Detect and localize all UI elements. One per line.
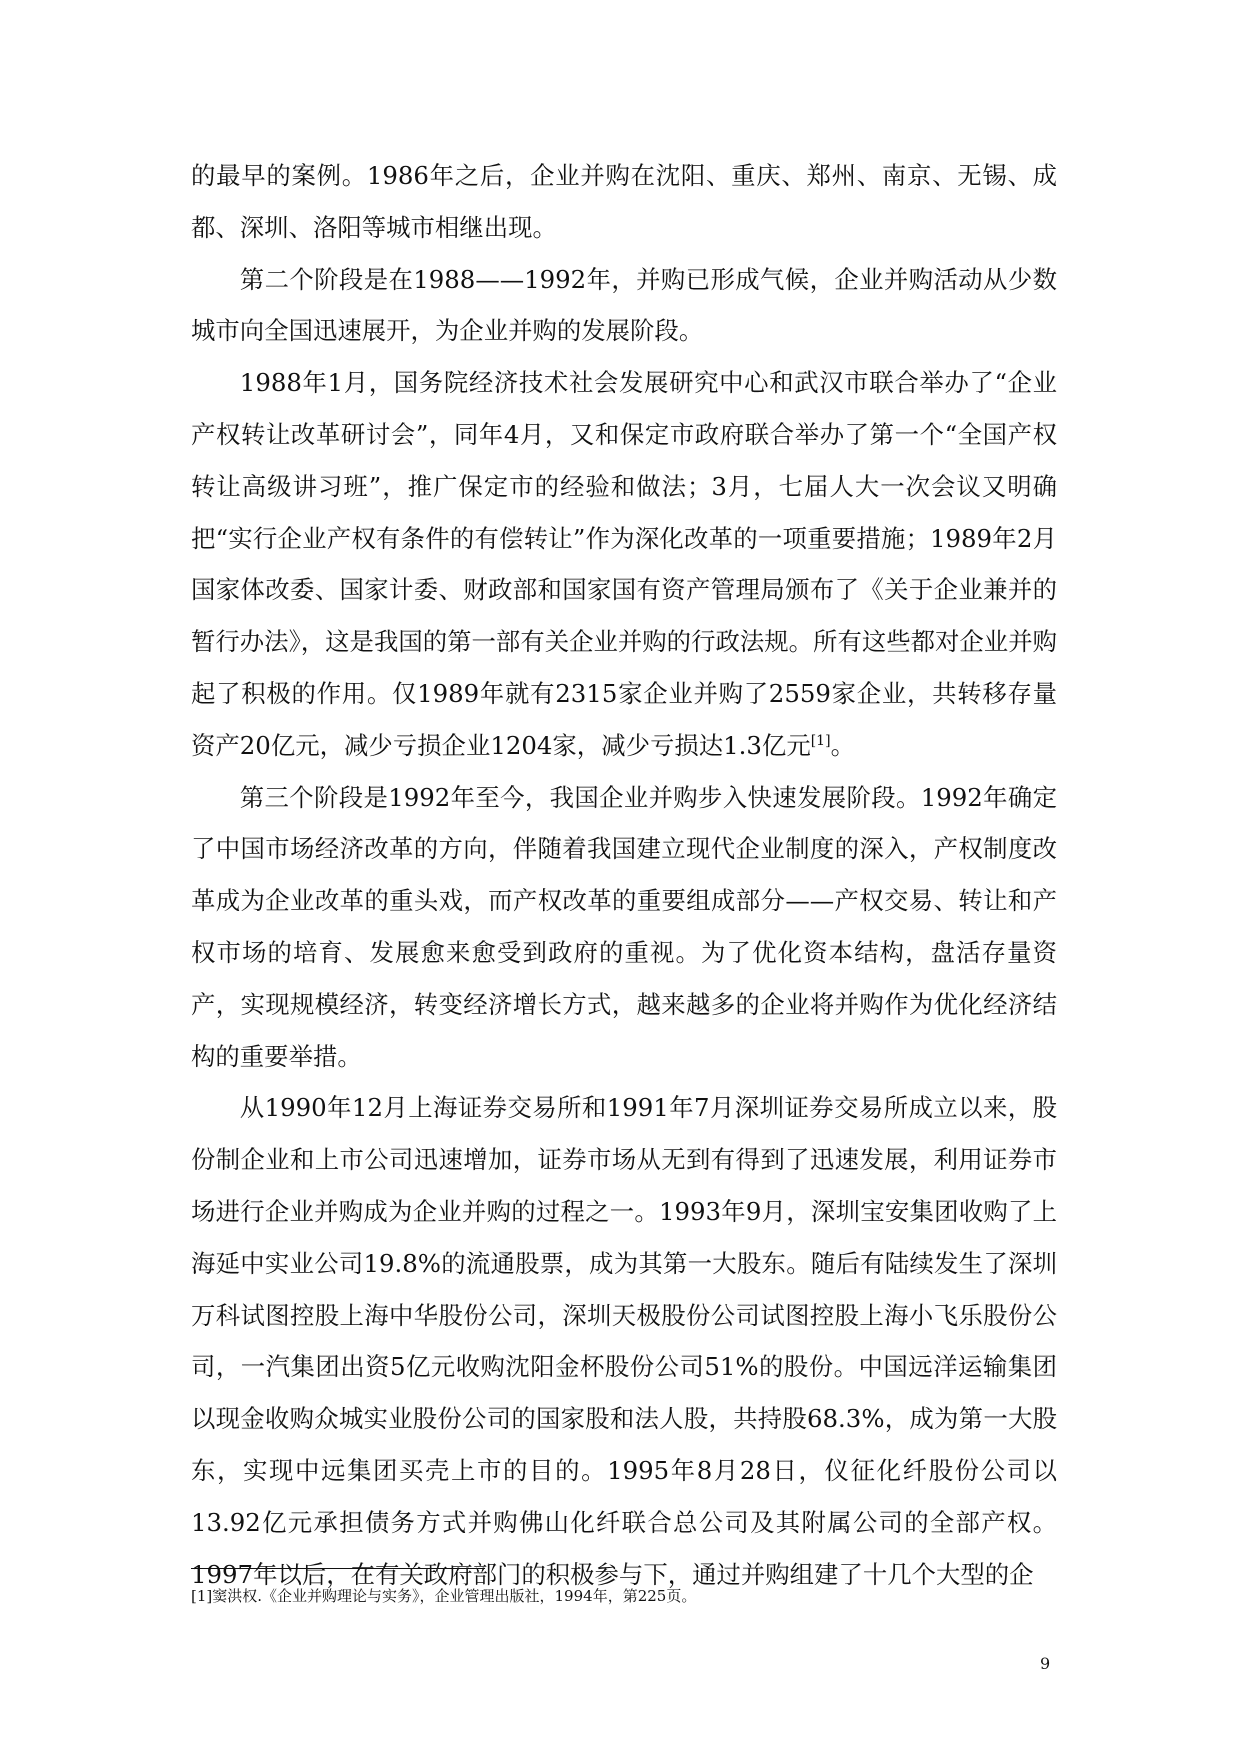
paragraph-3 [191, 357, 1057, 771]
paragraph-3-end: 。 [830, 730, 855, 760]
paragraph-4: 第三个阶段是1992年至今，我国企业并购步入快速发展阶段。1992年确定了中国市场经济改革的方向，伴随着我国建立现代企业制度的深入，产权制度改革成为企业改革的重头戏，而产权改革的重要组成部分——产权交易、转让和产权市场的培育、发展愈来愈受到政府的重视。为了优化资本结构，盘活存量资产，实现规模经济，转变经济增长方式，越来越多的企业将并购作为优化经济结构的重要举措。 [191, 782, 1057, 1071]
paragraph-2: 第二个阶段是在1988——1992年，并购已形成气候，企业并购活动从少数城市向全国迅速展开，为企业并购的发展阶段。 [191, 264, 1057, 346]
paragraph-3-text: 1988年1月，国务院经济技术社会发展研究中心和武汉市联合举办了“企业产权转让改革研讨会”，同年4月，又和保定市政府联合举办了第一个“全国产权转让高级讲习班”，推广保定市的经验和做法；3月，七届人大一次会议又明确把“实行企业产权有条件的有偿转让”作为深化改革的一项重要措施；1989年2月国家体改委、国家计委、财政部和国家国有资产管理局颁布了《关于企业兼并的暂行办法》，这是我国的第一部有关企业并购的行政法规。所有这些都对企业并购起了积极的作用。仅1989年就有2315家企业并购了2559家企业，共转移存量资产20亿元，减少亏损企业1204家，减少亏损达1.3亿元 [191, 368, 1057, 760]
paragraph-1: 的最早的案例。1986年之后，企业并购在沈阳、重庆、郑州、南京、无锡、成都、深圳、洛阳等城市相继出现。 [191, 161, 1057, 242]
footnote-reference[interactable]: [1] [810, 732, 831, 749]
paragraph-5: 从1990年12月上海证券交易所和1991年7月深圳证券交易所成立以来，股份制企业和上市公司迅速增加，证券市场从无到有得到了迅速发展，利用证券市场进行企业并购成为企业并购的过程之一。1993年9月，深圳宝安集团收购了上海延中实业公司19.8%的流通股票，成为其第一大股东。随后有陆续发生了深圳万科试图控股上海中华股份公司，深圳天极股份公司试图控股上海小飞乐股份公司，一汽集团出资5亿元收购沈阳金杯股份公司51%的股份。中国远洋运输集团以现金收购众城实业股份公司的国家股和法人股，共持股68.3%，成为第一大股东，实现中远集团买壳上市的目的。1995年8月28日，仪征化纤股份公司以13.92亿元承担债务方式并购佛山化纤联合总公司及其附属公司的全部产权。1997年以后，在有关政府部门的积极参与下，通过并购组建了十几个大型的企 [191, 1093, 1057, 1589]
body-text [191, 150, 1057, 1600]
page-number: 9 [1040, 1654, 1051, 1673]
footnote: [1]窦洪权.《企业并购理论与实务》，企业管理出版社，1994年，第225页。 [191, 1587, 697, 1605]
footnote-divider [191, 1568, 485, 1569]
